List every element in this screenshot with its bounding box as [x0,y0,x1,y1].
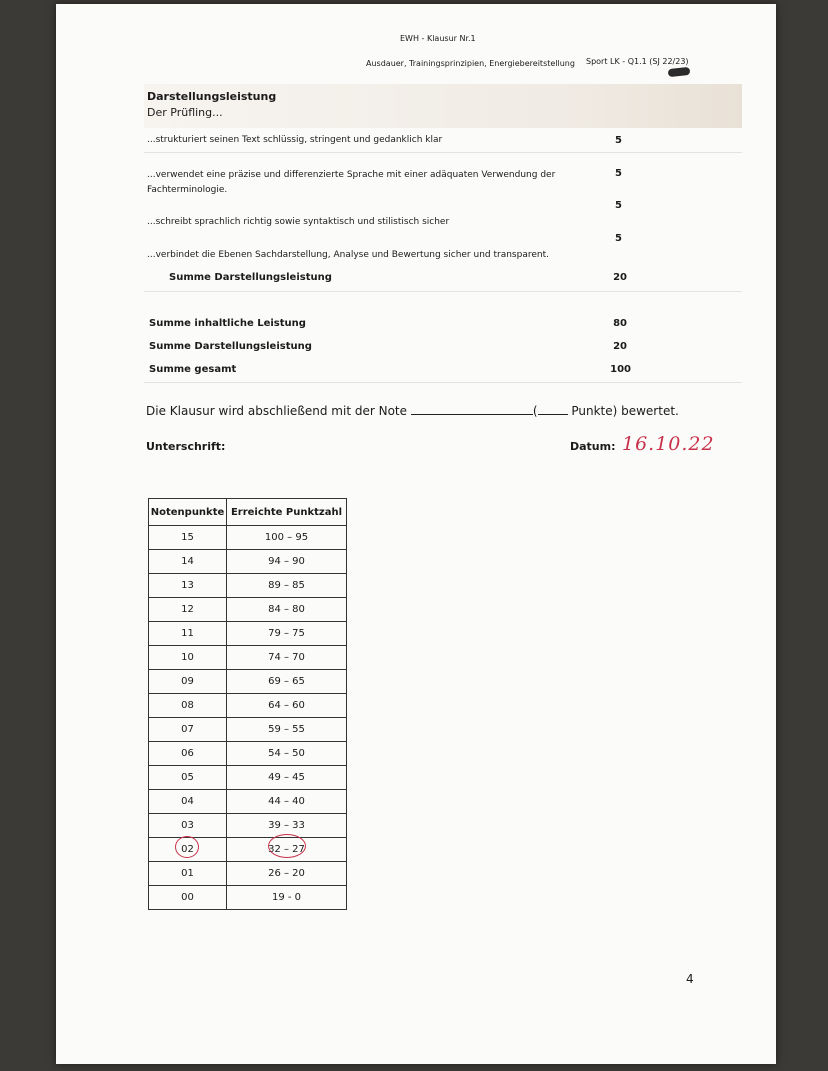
table-row [149,646,347,670]
header-course: Sport LK - Q1.1 (SJ 22/23) [586,57,689,66]
table-row [149,598,347,622]
table-header-notenpunkte: Notenpunkte [149,499,227,526]
table-cell: 64 – 60 [227,694,347,718]
table-cell: 13 [149,574,227,598]
table-cell: 00 [149,886,227,910]
header-title: EWH - Klausur Nr.1 [400,34,476,43]
section-sum-points: 20 [613,272,627,283]
table-cell: 39 – 33 [227,814,347,838]
table-cell: 06 [149,742,227,766]
table-row [149,574,347,598]
total-points-presentation: 20 [613,341,627,352]
table-cell: 01 [149,862,227,886]
section-title: Darstellungsleistung [147,90,277,103]
table-row [149,886,347,910]
table-row [149,718,347,742]
table-cell: 79 – 75 [227,622,347,646]
table-cell: 03 [149,814,227,838]
table-cell: 69 – 65 [227,670,347,694]
criterion-1: ...strukturiert seinen Text schlüssig, stringent und gedanklich klar [147,135,443,145]
table-cell: 10 [149,646,227,670]
criterion-2-points: 5 [615,168,622,179]
grade-sentence-suffix: Punkte) bewertet. [571,404,679,418]
table-cell: 26 – 20 [227,862,347,886]
table-cell: 74 – 70 [227,646,347,670]
section-sum-label: Summe Darstellungsleistung [169,272,332,283]
table-cell: 11 [149,622,227,646]
table-cell: 07 [149,718,227,742]
table-row [149,526,347,550]
grade-circle-mark [175,836,199,858]
table-cell: 59 – 55 [227,718,347,742]
score-circle-mark [268,834,306,858]
table-header-punktzahl: Erreichte Punktzahl [227,499,347,526]
criterion-4-points: 5 [615,233,622,244]
grade-blank [411,403,533,415]
total-label-overall: Summe gesamt [149,364,237,375]
table-row [149,670,347,694]
grade-sentence: Die Klausur wird abschließend mit der Note ( Punkte) bewertet. [146,404,679,418]
table-row [149,766,347,790]
grade-sentence-prefix: Die Klausur wird abschließend mit der Note [146,404,407,418]
divider [144,152,742,153]
table-cell: 19 - 0 [227,886,347,910]
table-cell: 08 [149,694,227,718]
table-cell: 84 – 80 [227,598,347,622]
total-label-presentation: Summe Darstellungsleistung [149,341,312,352]
signature-label: Unterschrift: [146,440,226,453]
table-cell: 04 [149,790,227,814]
table-row [149,814,347,838]
divider [144,291,742,292]
table-cell: 02 [149,838,227,862]
criterion-4: ...verbindet die Ebenen Sachdarstellung, Analyse und Bewertung sicher und transparent. [147,250,549,260]
header-subtitle: Ausdauer, Trainingsprinzipien, Energiebereitstellung [366,59,575,68]
table-header-row [149,499,347,526]
table-cell: 32 – 27 [227,838,347,862]
table-row [149,550,347,574]
table-cell: 94 – 90 [227,550,347,574]
table-row [149,862,347,886]
table-row [149,694,347,718]
table-row [149,790,347,814]
ink-smudge [668,67,691,77]
table-cell: 49 – 45 [227,766,347,790]
table-cell: 14 [149,550,227,574]
page-number: 4 [686,972,694,986]
criterion-3: ...schreibt sprachlich richtig sowie syntaktisch und stilistisch sicher [147,217,450,227]
table-cell: 09 [149,670,227,694]
criterion-1-points: 5 [615,135,622,146]
date-label: Datum: [570,440,616,453]
criterion-2: ...verwendet eine präzise und differenzierte Sprache mit einer adäquaten Verwendung der Fachterminologie. [147,170,556,195]
total-points-overall: 100 [610,364,631,375]
total-points-content: 80 [613,318,627,329]
table-cell: 89 – 85 [227,574,347,598]
date-handwritten: 16.10.22 [622,433,715,455]
divider [144,382,742,383]
table-cell: 05 [149,766,227,790]
table-cell: 54 – 50 [227,742,347,766]
table-cell: 12 [149,598,227,622]
table-cell: 44 – 40 [227,790,347,814]
criterion-3-points: 5 [615,200,622,211]
table-cell: 100 – 95 [227,526,347,550]
table-row [149,742,347,766]
points-blank [538,403,568,415]
total-label-content: Summe inhaltliche Leistung [149,318,306,329]
document-page [56,4,776,1064]
section-subtitle: Der Prüfling... [147,106,223,119]
table-row [149,622,347,646]
table-cell: 15 [149,526,227,550]
